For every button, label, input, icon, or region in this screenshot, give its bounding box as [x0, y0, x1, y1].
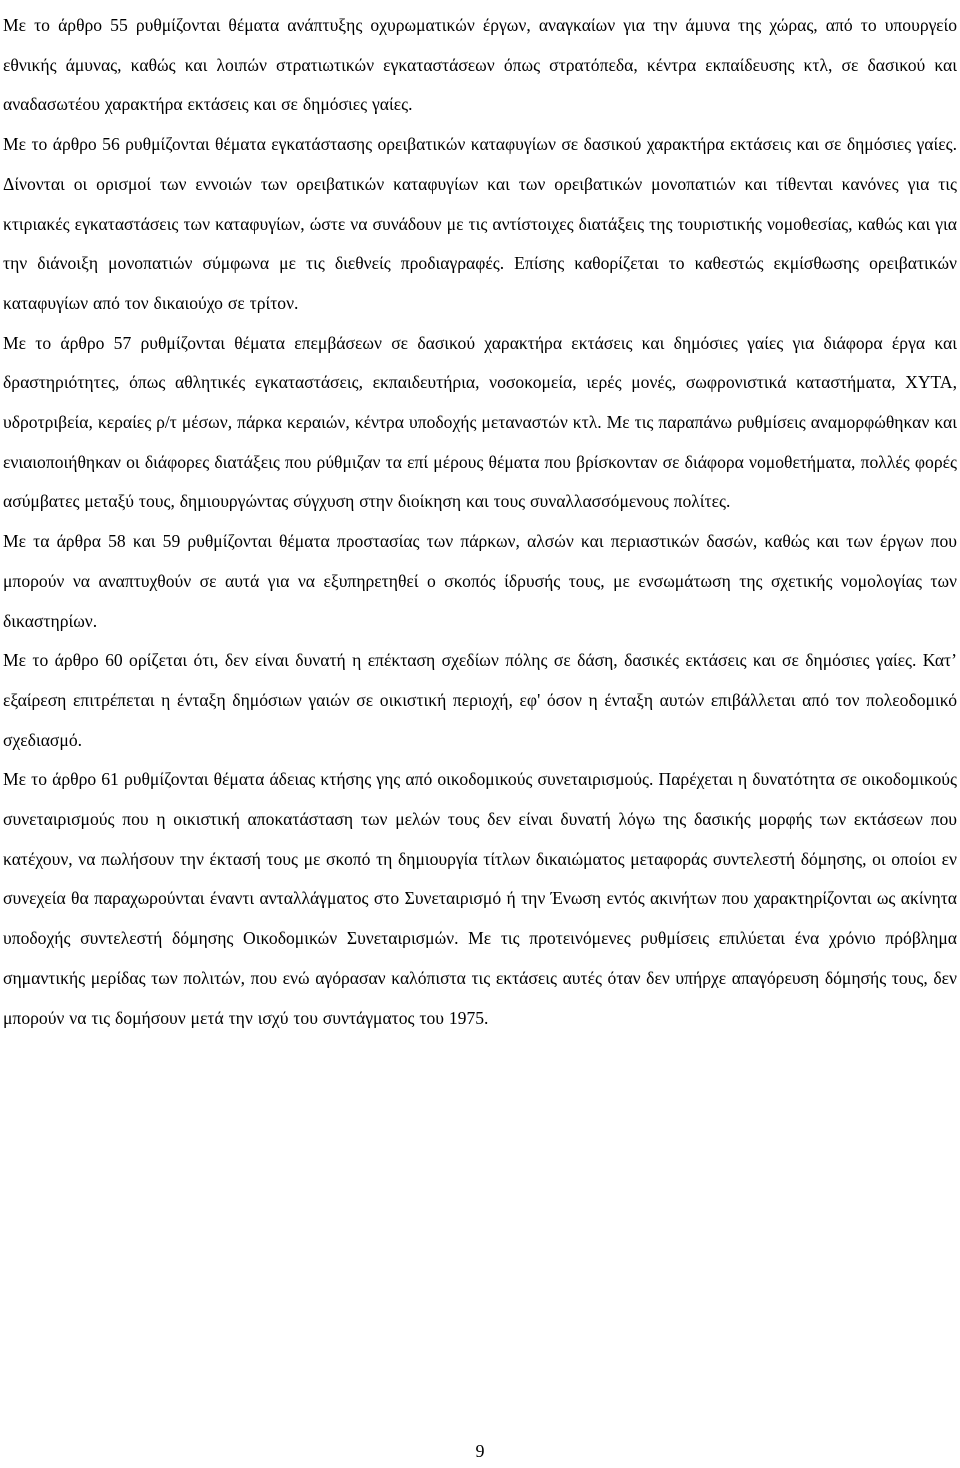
- paragraph-article-60: Με το άρθρο 60 ορίζεται ότι, δεν είναι δυνατή η επέκταση σχεδίων πόλης σε δάση, δασικές εκτάσεις και σε δημόσιες γαίες. Κατ’ εξαίρεση επιτρέπεται η ένταξη δημόσιων γαιών σε οικιστική περιοχή, εφ' όσον η ένταξη αυτών επιβάλλεται από τον πολεοδομικό σχεδιασμό.: [3, 650, 957, 750]
- paragraph-article-61: Με το άρθρο 61 ρυθμίζονται θέματα άδειας κτήσης γης από οικοδομικούς συνεταιρισμούς. Παρέχεται η δυνατότητα σε οικοδομικούς συνεταιρισμούς που η οικιστική αποκατάσταση των μελών τους δεν είναι δυνατή λόγω της δασικής μορφής των εκτάσεων που κατέχουν, να πωλήσουν την έκτασή τους με σκοπό τη δημιουργία τίτλων δικαιώματος μεταφοράς συντελεστή δόμησης, οι οποίοι εν συνεχεία θα παραχωρούνται έναντι ανταλλάγματος στο Συνεταιρισμό ή την Ένωση εντός ακινήτων που χαρακτηρίζονται ως ακίνητα υποδοχής συντελεστή δόμησης Οικοδομικών Συνεταιρισμών. Με τις προτεινόμενες ρυθμίσεις επιλύεται ένα χρόνιο πρόβλημα σημαντικής μερίδας των πολιτών, που ενώ αγόρασαν καλόπιστα τις εκτάσεις αυτές όταν δεν υπήρχε απαγόρευση δόμησής τους, δεν μπορούν να τις δομήσουν μετά την ισχύ του συντάγματος του 1975.: [3, 769, 957, 1028]
- paragraph-article-57: Με το άρθρο 57 ρυθμίζονται θέματα επεμβάσεων σε δασικού χαρακτήρα εκτάσεις και δημόσιες γαίες για διάφορα έργα και δραστηριότητες, όπως αθλητικές εγκαταστάσεις, εκπαιδευτήρια, νοσοκομεία, ιερές μονές, σωφρονιστικά καταστήματα, ΧΥΤΑ, υδροτριβεία, κεραίες ρ/τ μέσων, πάρκα κεραιών, κέντρα υποδοχής μεταναστών κτλ. Με τις παραπάνω ρυθμίσεις αναμορφώθηκαν και ενιαιοποιήθηκαν οι διάφορες διατάξεις που ρύθμιζαν τα επί μέρους θέματα που βρίσκονταν σε διάφορα νομοθετήματα, πολλές φορές ασύμβατες μεταξύ τους, δημιουργώντας σύγχυση στην διοίκηση και τους συναλλασσόμενους πολίτες.: [3, 332, 957, 512]
- paragraph-article-55: Με το άρθρο 55 ρυθμίζονται θέματα ανάπτυξης οχυρωματικών έργων, αναγκαίων για την άμυνα της χώρας, από το υπουργείο εθνικής άμυνας, καθώς και λοιπών στρατιωτικών εγκαταστάσεων όπως στρατόπεδα, κέντρα εκπαίδευσης κτλ, σε δασικού και αναδασωτέου χαρακτήρα εκτάσεις και σε δημόσιες γαίες.: [3, 15, 957, 115]
- paragraph-articles-58-59: Με τα άρθρα 58 και 59 ρυθμίζονται θέματα προστασίας των πάρκων, αλσών και περιαστικών δασών, καθώς και των έργων που μπορούν να αναπτυχθούν σε αυτά για να εξυπηρετηθεί ο σκοπός ίδρυσής τους, με ενσωμάτωση της σχετικής νομολογίας των δικαστηρίων.: [3, 531, 957, 631]
- paragraph-article-56: Με το άρθρο 56 ρυθμίζονται θέματα εγκατάστασης ορειβατικών καταφυγίων σε δασικού χαρακτήρα εκτάσεις και σε δημόσιες γαίες. Δίνονται οι ορισμοί των εννοιών των ορειβατικών καταφυγίων και των ορειβατικών μονοπατιών και τίθενται κανόνες για τις κτιριακές εγκαταστάσεις των καταφυγίων, ώστε να συνάδουν με τις αντίστοιχες διατάξεις της τουριστικής νομοθεσίας, καθώς και για την διάνοιξη μονοπατιών σύμφωνα με τις διεθνείς προδιαγραφές. Επίσης καθορίζεται το καθεστώς εκμίσθωσης ορειβατικών καταφυγίων από τον δικαιούχο σε τρίτον.: [3, 134, 957, 313]
- page-number: 9: [475, 1441, 485, 1461]
